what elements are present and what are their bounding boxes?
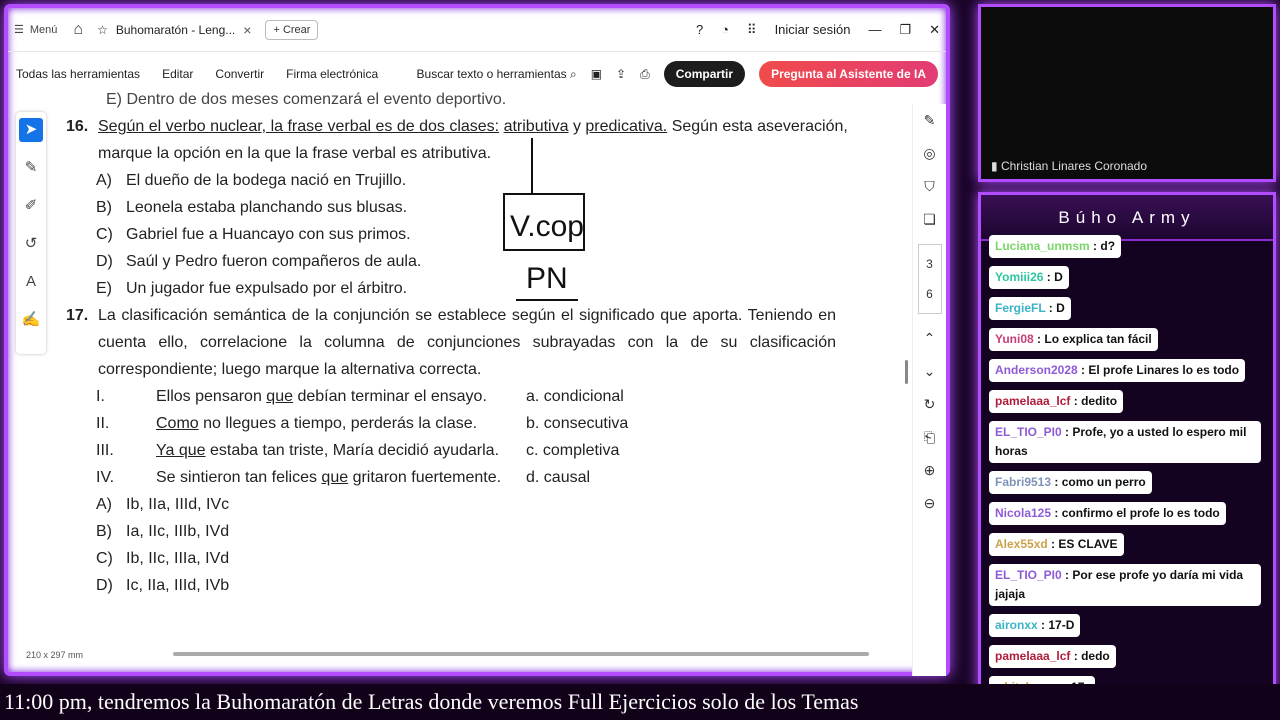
chat-separator: :: [1089, 239, 1101, 253]
chat-separator: :: [1077, 363, 1089, 377]
chat-text: D: [1054, 270, 1063, 284]
highlight-icon[interactable]: ✐: [24, 197, 38, 214]
chat-message: [989, 328, 1158, 351]
upload-icon[interactable]: ⇪: [616, 67, 627, 81]
option-16-1: [58, 194, 858, 221]
chat-text: d?: [1100, 239, 1116, 253]
chat-username: Nicola125: [995, 506, 1052, 520]
chat-text: 17-D: [1048, 618, 1075, 632]
ai-assistant-button[interactable]: Pregunta al Asistente de IA: [759, 61, 938, 87]
chat-username: Fabri9513: [995, 475, 1052, 489]
chat-message: [989, 359, 1245, 382]
horizontal-scrollbar[interactable]: [173, 652, 869, 656]
chat-panel: [978, 192, 1276, 692]
handwritten-annotation: [496, 138, 596, 304]
row-roman: IV.: [96, 469, 115, 486]
convert-menu[interactable]: Convertir: [215, 67, 265, 81]
chat-separator: :: [1037, 618, 1049, 632]
chat-text: El profe Linares lo es todo: [1088, 363, 1240, 377]
chat-username: Yomiii26: [995, 270, 1044, 284]
option-letter: B): [96, 199, 112, 216]
close-icon[interactable]: ×: [243, 21, 252, 38]
chevron-up-icon[interactable]: ⌃: [923, 330, 936, 346]
vertical-scrollbar[interactable]: [905, 360, 908, 384]
help-icon[interactable]: ?: [695, 22, 704, 37]
option-letter: D): [96, 577, 113, 594]
comment-panel-icon[interactable]: ◎: [923, 145, 936, 161]
bookmark-icon[interactable]: ⛉: [924, 178, 935, 194]
chat-separator: :: [1070, 649, 1082, 663]
chat-separator: :: [1061, 425, 1073, 439]
sentence-pre: Se sintieron tan felices: [156, 469, 322, 486]
page-size: 210 x 297 mm: [26, 650, 84, 660]
minimize-icon[interactable]: —: [868, 22, 882, 37]
chat-separator: :: [1051, 506, 1062, 520]
chat-message: [989, 266, 1069, 289]
chat-text: Profe, yo a usted lo espero mil horas: [995, 425, 1247, 458]
option-text: Un jugador fue expulsado por el árbitro.: [126, 280, 408, 297]
quick-tools: [16, 112, 46, 354]
chat-username: aironxx: [995, 618, 1038, 632]
chat-text: dedo: [1081, 649, 1110, 663]
chat-username: Anderson2028: [995, 363, 1078, 377]
page-indicator[interactable]: 3 6: [918, 244, 942, 314]
chat-message: [989, 502, 1226, 525]
sentence-post: debían terminar el ensayo.: [293, 388, 487, 405]
conjunction-row-0: [58, 383, 858, 410]
chat-username: pamelaaa_lcf: [995, 649, 1071, 663]
chat-message: [989, 533, 1124, 556]
edit-pdf-icon[interactable]: ✎: [923, 112, 936, 128]
chat-separator: :: [1045, 301, 1057, 315]
question-17: 17. La clasificación semántica de la conjunción se establece según el significado que aporta. Teniendo en cuenta ello, correlacione la columna de conjunciones subrayadas con la de su clasificación correspondiente; luego marque la alternativa correcta.: [66, 307, 836, 378]
question-16: 16. Según el verbo nuclear, la frase verbal es de dos clases: atributiva y predicativa. Según esta aseveración, marque la opción en la que la frase verbal es atributiva.: [66, 118, 848, 162]
news-ticker: 11:00 pm, tendremos la Buhomaratón de Letras donde veremos Full Ejercicios solo de los Temas: [0, 684, 1280, 720]
chat-text: Lo explica tan fácil: [1044, 332, 1152, 346]
chat-separator: :: [1047, 537, 1059, 551]
row-sentence: [156, 383, 526, 410]
chat-text: Por ese profe yo daría mi vida jajaja: [995, 568, 1244, 601]
create-button[interactable]: + Crear: [265, 20, 318, 40]
chat-text: dedito: [1081, 394, 1118, 408]
chat-separator: :: [1033, 332, 1045, 346]
chat-text: como un perro: [1061, 475, 1146, 489]
zoom-out-icon[interactable]: ⊖: [923, 495, 936, 511]
row-classification: c. completiva: [526, 442, 620, 459]
home-icon[interactable]: ⌂: [73, 20, 84, 38]
option-17-0: [58, 491, 858, 518]
chat-text: confirmo el profe lo es todo: [1061, 506, 1220, 520]
option-17-3: [58, 572, 858, 599]
chat-separator: :: [1051, 475, 1062, 489]
row-classification: a. condicional: [526, 388, 624, 405]
conjunction-row-3: [58, 464, 858, 491]
chevron-down-icon[interactable]: ⌄: [923, 363, 936, 379]
chat-message: [989, 614, 1080, 637]
sentence-post: gritaron fuertemente.: [348, 469, 502, 486]
chat-username: Luciana_unmsm: [995, 239, 1090, 253]
option-text: Ia, IIc, IIIb, IVd: [126, 523, 230, 540]
comment-icon[interactable]: ✎: [24, 159, 38, 176]
chat-separator: :: [1061, 568, 1073, 582]
save-icon[interactable]: ▣: [590, 67, 603, 81]
print-icon[interactable]: ⎙: [640, 66, 650, 81]
title-bar: [8, 8, 946, 52]
chat-message: [989, 235, 1121, 258]
option-text: Gabriel fue a Huancayo con sus primos.: [126, 226, 411, 243]
all-tools-menu[interactable]: Todas las herramientas: [16, 67, 141, 81]
option-16-4: [58, 275, 858, 302]
window-close-icon[interactable]: ✕: [929, 21, 940, 37]
star-icon: ☆: [97, 22, 108, 37]
chat-text: D: [1056, 301, 1065, 315]
right-rail: [912, 104, 946, 676]
option-text: Ib, IIa, IIId, IVc: [126, 496, 230, 513]
vcop-label: V.cop: [510, 210, 584, 243]
document-tab[interactable]: ☆ Buhomaratón - Leng... ×: [89, 18, 259, 42]
zoom-in-icon[interactable]: ⊕: [923, 462, 936, 478]
option-text: Ic, IIa, IIId, IVb: [126, 577, 230, 594]
option-letter: C): [96, 550, 113, 567]
option-16-2: [58, 221, 858, 248]
chat-username: EL_TIO_PI0: [995, 568, 1062, 582]
row-roman: II.: [96, 415, 110, 432]
option-17-2: [58, 545, 858, 572]
option-16-3: [58, 248, 858, 275]
sign-icon[interactable]: ✍: [21, 311, 41, 328]
cursor-icon[interactable]: ➤: [19, 118, 43, 142]
row-roman: III.: [96, 442, 114, 459]
signal-icon: ▮: [991, 159, 998, 173]
row-classification: b. consecutiva: [526, 415, 629, 432]
underlined-conjunction: que: [321, 469, 349, 486]
option-text: El dueño de la bodega nació en Trujillo.: [126, 172, 407, 189]
row-sentence: [156, 464, 526, 491]
search-tools[interactable]: Buscar texto o herramientas ⌕: [416, 66, 577, 81]
share-button[interactable]: Compartir: [664, 61, 745, 87]
chat-separator: :: [1043, 270, 1055, 284]
chat-message: [989, 645, 1116, 668]
option-letter: B): [96, 523, 112, 540]
chat-message: [989, 390, 1123, 413]
chat-text: ES CLAVE: [1058, 537, 1118, 551]
signin-link[interactable]: Iniciar sesión: [774, 22, 851, 37]
pages-icon[interactable]: ❏: [923, 211, 936, 227]
chat-separator: :: [1070, 394, 1082, 408]
file-icon[interactable]: ⎗: [923, 429, 936, 445]
chat-message: [989, 297, 1071, 320]
underlined-conjunction: que: [266, 388, 293, 405]
chat-message: [989, 421, 1261, 463]
sentence-pre: Ellos pensaron: [156, 388, 267, 405]
option-letter: A): [96, 172, 112, 189]
row-sentence: [156, 410, 526, 437]
chat-username: pamelaaa_lcf: [995, 394, 1071, 408]
hamburger-icon: ☰: [14, 24, 24, 36]
chat-username: EL_TIO_PI0: [995, 425, 1062, 439]
esign-menu[interactable]: Firma electrónica: [286, 67, 379, 81]
chat-username: Alex55xd: [995, 537, 1048, 551]
pn-label: PN: [526, 262, 568, 295]
refresh-icon[interactable]: ↻: [923, 396, 936, 412]
underlined-conjunction: Ya que: [156, 442, 206, 459]
option-16-0: [58, 167, 858, 194]
option-text: Leonela estaba planchando sus blusas.: [126, 199, 408, 216]
option-letter: D): [96, 253, 113, 270]
apps-grid-icon[interactable]: ⠿: [747, 21, 757, 37]
bell-icon[interactable]: ◔: [721, 22, 730, 37]
conjunction-row-1: [58, 410, 858, 437]
row-roman: I.: [96, 388, 105, 405]
webcam-panel: [978, 4, 1276, 182]
chat-title: Búho Army: [981, 195, 1273, 241]
pdf-viewer-window: [4, 4, 950, 676]
option-letter: E): [96, 280, 112, 297]
draw-icon[interactable]: ↺: [24, 235, 38, 252]
row-sentence: [156, 437, 526, 464]
text-select-icon[interactable]: A: [25, 273, 36, 290]
pdf-page: [58, 91, 858, 640]
option-text: Saúl y Pedro fueron compañeros de aula.: [126, 253, 422, 270]
option-letter: C): [96, 226, 113, 243]
option-letter: A): [96, 496, 112, 513]
restore-icon[interactable]: ❐: [899, 21, 912, 37]
option-17-1: [58, 518, 858, 545]
chat-message: [989, 564, 1261, 606]
chat-message: [989, 471, 1152, 494]
sentence-post: estaba tan triste, María decidió ayudarla.: [205, 442, 500, 459]
streamer-name: ▮ Christian Linares Coronado: [991, 159, 1148, 173]
sentence-post: no llegues a tiempo, perderás la clase.: [198, 415, 478, 432]
conjunction-row-2: [58, 437, 858, 464]
row-classification: d. causal: [526, 469, 591, 486]
chat-username: FergieFL: [995, 301, 1046, 315]
cut-line: E) Dentro de dos meses comenzará el evento deportivo.: [106, 91, 507, 108]
search-icon: ⌕: [569, 66, 577, 81]
edit-menu[interactable]: Editar: [162, 67, 194, 81]
menu-button[interactable]: ☰ Menú: [14, 23, 58, 36]
option-text: Ib, IIc, IIIa, IVd: [126, 550, 230, 567]
underlined-conjunction: Como: [156, 415, 199, 432]
chat-username: Yuni08: [995, 332, 1034, 346]
